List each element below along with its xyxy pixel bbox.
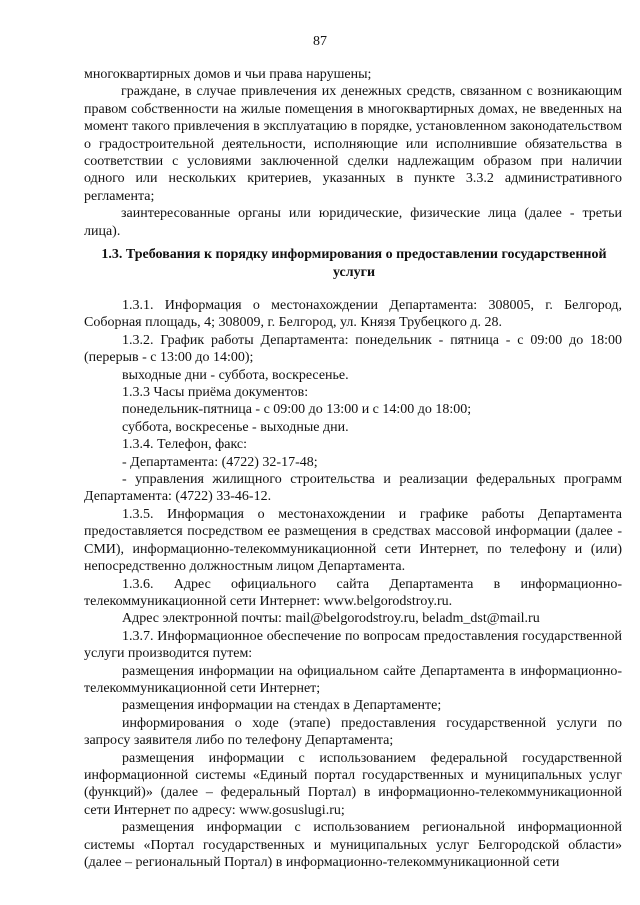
paragraph: размещения информации на стендах в Департаменте; (122, 698, 442, 714)
paragraph: 1.3.1. Информация о местонахождении Департамента: 308005, г. Белгород, Соборная площадь, 4; 308009, г. Белгород, ул. Князя Трубецкого д. 28. (84, 298, 622, 331)
paragraph: суббота, воскресенье - выходные дни. (122, 419, 349, 435)
paragraph: граждане, в случае привлечения их денежных средств, связанном с возникающим правом собственности на жилые помещения в многоквартирных домах, не введенных на момент такого привлечения в эксплуатацию в порядке, установленном законодательством о градостроительной деятельности, исполняющие или исполнившие обязательства в соответствии с условиями заключенной сделки надлежащим образом при наличии одного или нескольких критериев, указанных в пункте 3.3.2 административного регламента; (84, 84, 622, 204)
paragraph: выходные дни - суббота, воскресенье. (122, 367, 349, 383)
paragraph: 1.3.5. Информация о местонахождении и графике работы Департамента предоставляется посредством ее размещения в средствах массовой информации (далее - СМИ), информационно-телекоммуникационной сети Интернет, по телефону и (или) непосредственно должностным лицом Департамента. (84, 506, 622, 575)
top-text-block (84, 66, 622, 240)
section-heading: 1.3. Требования к порядку информирования о предоставлении государственной услуги (101, 247, 607, 280)
page-number: 87 (313, 34, 327, 49)
paragraph: - Департамента: (4722) 32-17-48; (122, 454, 318, 470)
paragraph: размещения информации с использованием региональной информационной системы «Портал государственных и муниципальных услуг Белгородской области» (далее – региональный Портал) в информационно-телекоммуникационной сети (84, 820, 622, 870)
paragraph: - управления жилищного строительства и реализации федеральных программ Департамента: (4722) 33-46-12. (84, 472, 622, 505)
paragraph: Адрес электронной почты: mail@belgorodstroy.ru, beladm_dst@mail.ru (122, 611, 540, 627)
paragraph: информирования о ходе (этапе) предоставления государственной услуги по запросу заявителя либо по телефону Департамента; (84, 715, 622, 749)
paragraph: размещения информации с использованием федеральной государственной информационной системы «Единый портал государственных и муниципальных услуг (функций)» (далее – федеральный Портал) в информационно-телекоммуникационной сети Интернет по адресу: www.gosuslugi.ru; (84, 750, 622, 818)
paragraph: 1.3.4. Телефон, факс: (122, 437, 248, 453)
paragraph: заинтересованные органы или юридические, физические лица (далее - третьи лица). (84, 206, 622, 239)
paragraph: 1.3.3 Часы приёма документов: (122, 385, 309, 401)
paragraph: размещения информации на официальном сайте Департамента в информационно-телекоммуникационной сети Интернет; (84, 663, 622, 696)
paragraph: 1.3.2. График работы Департамента: понедельник - пятница - с 09:00 до 18:00 (перерыв - с 13:00 до 14:00); (84, 332, 622, 366)
paragraph: 1.3.7. Информационное обеспечение по вопросам предоставления государственной услуги производится путем: (84, 628, 622, 662)
paragraph: 1.3.6. Адрес официального сайта Департамента в информационно-телекоммуникационной сети Интернет: www.belgorodstroy.ru. (84, 576, 622, 609)
paragraph: многоквартирных домов и чьи права нарушены; (84, 67, 372, 82)
section-body (84, 297, 622, 871)
paragraph: понедельник-пятница - с 09:00 до 13:00 и с 14:00 до 18:00; (122, 402, 472, 418)
